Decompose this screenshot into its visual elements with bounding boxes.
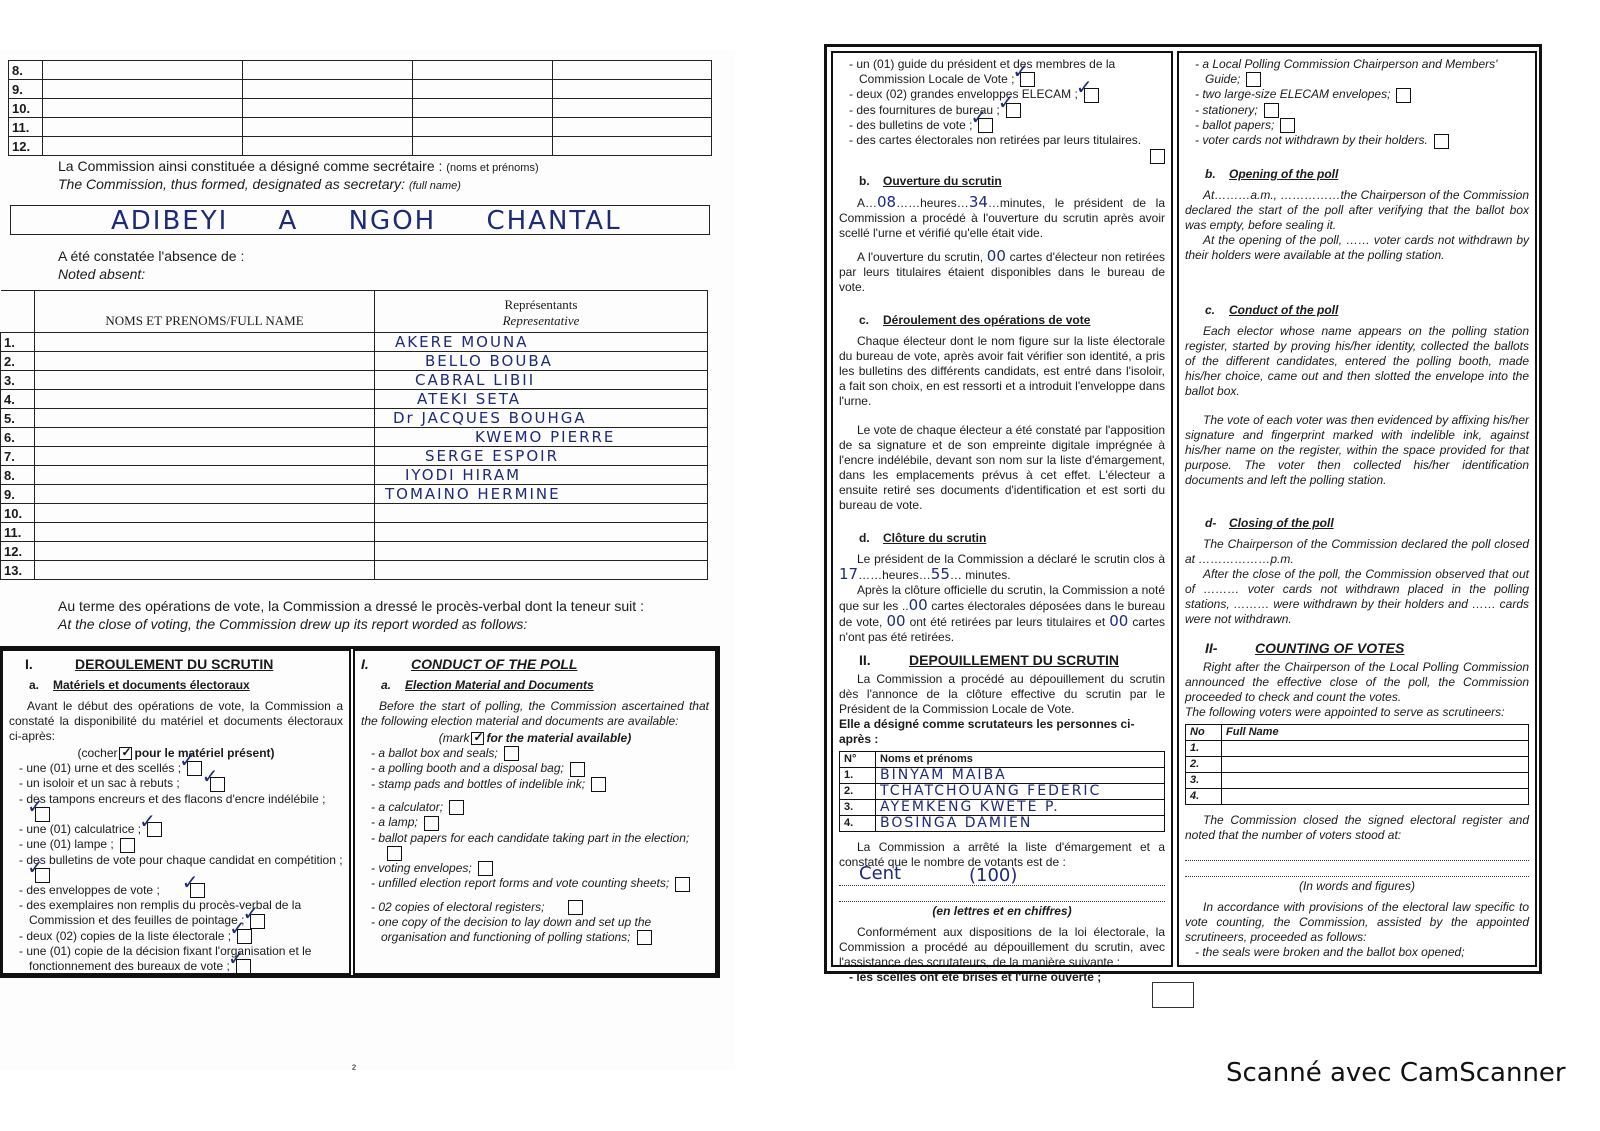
closing-hours-value: 17 [839,564,859,583]
subsection-title: c. Déroulement des opérations de vote [859,312,1091,327]
representative-name: CABRAL LIBII [375,371,708,390]
checkbox[interactable] [1264,103,1279,118]
counting-paragraph-2: The following voters were appointed to serve as scrutineers: [1185,704,1505,719]
closing-paragraph-2: After the close of the poll, the Commission observed that out of ……… voter cards not withdrawn placed in the polling stations, ……… were withdrawn by their holders and …… cards were not withdrawn. [1185,566,1529,626]
row-number: 9. [9,80,43,99]
counting-paragraph: Right after the Chairperson of the Local Polling Commission announced the effective close of the poll, the Commission proceeded to check and count the votes. [1185,659,1529,704]
checklist-item: - ballot papers; [1191,118,1529,133]
checkbox[interactable] [478,861,493,876]
table-row [9,99,712,118]
table-row: 12. [1,542,708,561]
section-title: II- COUNTING OF VOTES [1205,639,1405,656]
checklist-item: - voting envelopes; [367,861,709,876]
checkbox[interactable] [1006,103,1021,118]
scrutineer-name: TCHATCHOUANG FEDERIC [876,783,1165,799]
voters-count-words: Cent [859,862,902,884]
checkbox[interactable] [236,959,251,974]
representative-name: KWEMO PIERRE [375,428,708,447]
conduct-fr-column [3,649,351,975]
conduct-paragraph-1: Each elector whose name appears on the polling station register, started by proving his/her identity, collected the ballots of the different candidates, entered the polling booth, made his/her choice, came out and then slotted the envelope into the ballot box. [1185,323,1529,398]
scrutineer-name: BINYAM MAIBA [876,767,1165,783]
table-row: 4. ATEKI SETA [1,390,708,409]
counting-item: - les scellés ont été brisés et l'urne ouverte ; [849,969,1102,984]
checkbox[interactable] [978,118,993,133]
report-intro-fr: Au terme des opérations de vote, la Commission a dressé le procès-verbal dont la teneur suit : [58,598,644,614]
absent-label-fr: A été constatée l'absence de : [58,248,245,264]
table-row [9,61,712,80]
checklist-item: - a lamp; [367,815,709,830]
checklist-item: - des cartes électorales non retirées par leurs titulaires. [845,133,1165,163]
materials-intro-en: Before the start of polling, the Commission ascertained that the following election material and documents are available: [361,699,709,728]
checkbox[interactable] [1150,149,1165,164]
row-number: 12. [9,137,43,156]
materials-intro-fr: Avant le début des opérations de vote, la Commission a constaté la disponibilité du matériel et documents électoraux ci-après: [9,699,343,743]
opening-paragraph-2: A l'ouverture du scrutin, 00 cartes d'électeur non retirées par leurs titulaires étaient disponibles dans le bureau de vote. [839,246,1165,294]
checkbox[interactable] [568,900,583,915]
checklist-item: - ballot papers for each candidate taking part in the election; [367,831,709,861]
row-number: 11. [9,118,43,137]
right-en-column [1177,51,1537,967]
checklist-item: - unfilled election report forms and vote counting sheets; [367,876,709,891]
table-row: 2. BELLO BOUBA [1,352,708,371]
checklist-item: - stamp pads and bottles of indelible ink; [367,777,709,792]
checkbox[interactable] [147,822,162,837]
scrutineer-name: BOSINGA DAMIEN [876,815,1165,831]
checklist-item: - deux (02) grandes enveloppes ELECAM ;✓ [845,87,1165,102]
table-row [9,137,712,156]
table-header: N° Noms et prénoms [840,751,1165,767]
column-header-representative: Représentants Representative [375,291,708,333]
conduct-section-box [0,646,720,978]
checkbox[interactable] [675,877,690,892]
table-row: 9. TOMAINO HERMINE [1,485,708,504]
voters-note: (en lettres et en chiffres) [932,903,1072,918]
voters-paragraph: La Commission a arrêté la liste d'émargement et a constaté que le nombre de votants est de : [839,839,1165,869]
opening-hours-value: 08 [877,192,897,211]
checkbox[interactable] [637,930,652,945]
checklist-item: - des bulletins de vote ;✓ [845,118,1165,133]
checklist-item: - voter cards not withdrawn by their holders. [1191,133,1529,148]
absent-members-table [0,290,708,580]
table-row: 1. BINYAM MAIBA [840,767,1165,783]
closing-paragraph-2: Après la clôture officielle du scrutin, la Commission a noté que sur les ..00 cartes électorales déposées dans le bureau de vote, 00 ont été retirées par leurs titulaires et 00 cartes n'ont pas été retirées. [839,582,1166,644]
members-table-continued [8,60,712,156]
report-intro-en: At the close of voting, the Commission drew up its report worded as follows: [58,616,528,632]
row-number: 8. [9,61,43,80]
table-row: 1. AKERE MOUNA [1,333,708,352]
checklist-item: - a Local Polling Commission Chairperson and Members' Guide; [1195,57,1498,86]
table-header [1,291,708,333]
checklist-item: - a calculator; [367,800,709,815]
table-row: 2. [1186,756,1529,772]
right-page-box [824,44,1542,984]
checklist-item: - un isoloir et un sac à rebuts ;✓ [15,776,343,791]
checkbox-example-icon [471,732,484,745]
secretary-label-en: The Commission, thus formed, designated as secretary: (full name) [58,176,461,192]
absent-label-en: Noted absent: [58,266,146,282]
checkbox[interactable] [1084,88,1099,103]
page-corner-stamp [1152,982,1194,1008]
opening-paragraph-1: A…08……heures…34…minutes, le président de la Commission a procédé à l'ouverture du scrutin après avoir scellé l'urne et vérifié qu'elle était vide. [839,192,1165,240]
table-row: 8. IYODI HIRAM [1,466,708,485]
checklist-item: - a polling booth and a disposal bag; [367,761,709,776]
checkbox[interactable] [504,746,519,761]
checkbox[interactable] [190,883,205,898]
subsection-title: c. Conduct of the poll [1205,302,1339,317]
checkbox[interactable] [1434,134,1449,149]
section-title-en: I. CONDUCT OF THE POLL [361,656,578,672]
counting-paragraph-2: Elle a désigné comme scrutateurs les personnes ci-après : [839,716,1135,746]
representative-name: SERGE ESPOIR [375,447,708,466]
checkbox[interactable] [210,777,225,792]
table-row: 4. BOSINGA DAMIEN [840,815,1165,831]
checkbox[interactable] [120,838,135,853]
representative-name: ATEKI SETA [375,390,708,409]
scrutineer-name: AYEMKENG KWETE P. [876,799,1165,815]
table-row: 11. [1,523,708,542]
checkbox[interactable] [1396,88,1411,103]
checklist-item: - one copy of the decision to lay down and set up the organisation and functioning of polling stations; [371,914,652,944]
checklist-item: - stationery; [1191,103,1529,118]
checklist-item: - des fournitures de bureau ;✓ [845,103,1165,118]
opening-cards-value: 00 [986,246,1006,265]
right-fr-column [831,51,1173,984]
checklist-item: - des exemplaires non remplis du procès-verbal de la Commission et des feuilles de pointage ;✓ [15,898,343,928]
table-row: 3. AYEMKENG KWETE P. [840,799,1165,815]
checkbox[interactable] [424,816,439,831]
conduct-en-column [353,649,717,975]
voters-count-figures: (100) [969,864,1018,886]
table-row: 3. CABRAL LIBII [1,371,708,390]
checklist-item: - une (01) lampe ; [15,837,343,852]
scrutineers-table [1185,724,1529,805]
closing-minutes-value: 55 [930,564,950,583]
scanner-watermark: Scanné avec CamScanner [1226,1058,1566,1088]
checklist-item: - a ballot box and seals; [367,746,709,761]
checklist-item: - une (01) urne et des scellés ;✓ [15,761,343,776]
table-row: 3. [1186,772,1529,788]
provisions-paragraph: In accordance with provisions of the electoral law specific to vote counting, the Commission, assisted by the appointed scrutineers, proceeded as follows: [1185,899,1529,944]
left-page [0,50,735,1076]
table-row: 5. Dr JACQUES BOUHGA [1,409,708,428]
table-row: 1. [1186,740,1529,756]
subsection-title: b. Opening of the poll [1205,166,1339,181]
row-number: 10. [9,99,43,118]
voters-count-line [839,862,1165,886]
counting-paragraph: La Commission a procédé au dépouillement du scrutin dès l'annonce de la clôture effective du scrutin par le Président de la Commission Locale de Vote. [839,671,1165,716]
checklist-item: - une (01) copie de la décision fixant l'organisation et le fonctionnement des bureaux de vote ;✓ [15,944,343,974]
opening-minutes-value: 34 [968,192,988,211]
section-title: II. DEPOUILLEMENT DU SCRUTIN [859,651,1119,668]
secretary-name-field [10,205,710,235]
checkbox[interactable] [237,929,252,944]
column-header-full-name: NOMS ET PRENOMS/FULL NAME [35,291,375,333]
representative-name: Dr JACQUES BOUHGA [375,409,708,428]
checkbox[interactable] [35,807,50,822]
voters-paragraph: The Commission closed the signed electoral register and noted that the number of voters stood at: [1185,812,1529,842]
checkbox[interactable] [35,868,50,883]
closing-paragraph-1: The Chairperson of the Commission declared the poll closed at ………………p.m. [1185,536,1529,566]
checkbox[interactable] [449,800,464,815]
subsection-title: d- Closing of the poll [1205,515,1334,530]
checklist-item: - 02 copies of electoral registers; [367,900,709,915]
closing-paragraph-1: Le président de la Commission a déclaré le scrutin clos à 17……heures…55… minutes. [839,551,1165,583]
conduct-paragraph-2: Le vote de chaque électeur a été constaté par l'apposition de sa signature et de son empreinte digitale imprégnée à l'encre indélébile, devant son nom sur la liste d'émargement, dans les emplacements prévus à cet effet. L'électeur a ensuite retiré ses documents d'identification et est sorti du bureau de vote. [839,422,1165,512]
provisions-paragraph: Conformément aux dispositions de la loi électorale, la Commission a procédé au dépouillement du scrutin, avec l'assistance des scrutateurs, de la manière suivante : [839,924,1165,969]
instruction-en: (mark ✓ for the material available) [361,731,709,746]
checklist-item: - des tampons encreurs et des flacons d'encre indélébile ;✓ [15,792,343,822]
checkbox-example-icon [119,747,132,760]
table-row: 7. SERGE ESPOIR [1,447,708,466]
table-row [9,118,712,137]
secretary-name: ADIBEYI A NGOH CHANTAL [111,206,622,236]
counting-item: - the seals were broken and the ballot box opened; [1195,944,1465,959]
instruction-fr: (cocher ✓ pour le matériel présent) [9,746,343,761]
checkbox[interactable] [187,761,202,776]
table-row: 10. [1,504,708,523]
page-mark: ² [352,1062,356,1076]
checkbox[interactable] [1020,72,1035,87]
conduct-paragraph-2: The vote of each voter was then evidenced by affixing his/her signature and fingerprint marked with indelible ink, against his/her name on the register, within the space provided for that purpose. The voter then collected his/her identification documents and left the polling station. [1185,412,1529,487]
conduct-paragraph-1: Chaque électeur dont le nom figure sur la liste électorale du bureau de vote, après avoir fait vérifier son identité, a pris les bulletins des différents candidats, est entré dans l'isoloir, a fait son choix, en est ressorti et a introduit l'enveloppe dans l'urne. [839,333,1165,408]
table-row: 4. [1186,788,1529,804]
checkbox[interactable] [591,777,606,792]
representative-name: TOMAINO HERMINE [375,485,708,504]
checklist-item: - two large-size ELECAM envelopes; [1191,87,1529,102]
checklist-item: - un (01) guide du président et des membres de la Commission Locale de Vote ;✓ [845,57,1165,87]
checkbox[interactable] [250,914,265,929]
checkbox[interactable] [1280,118,1295,133]
checkbox[interactable] [1246,72,1261,87]
representative-name: AKERE MOUNA [375,333,708,352]
checkbox[interactable] [570,762,585,777]
checklist-item: - des bulletins de vote pour chaque candidat en compétition ;✓ [15,853,343,883]
table-row: 13. [1,561,708,580]
table-row [9,80,712,99]
secretary-label-fr: La Commission ainsi constituée a désigné comme secrétaire : (noms et prénoms) [58,158,539,174]
scrutineers-table [839,751,1165,832]
table-row: 2. TCHATCHOUANG FEDERIC [840,783,1165,799]
subsection-title-en: a. Election Material and Documents [381,678,594,692]
opening-paragraph-1: At………a.m., ……………the Chairperson of the Commission declared the start of the poll after verifying that the ballot box was empty, before sealing it. [1185,187,1529,232]
voters-note: (In words and figures) [1298,878,1416,893]
representative-name: BELLO BOUBA [375,352,708,371]
table-row: 6. KWEMO PIERRE [1,428,708,447]
subsection-title: b. Ouverture du scrutin [859,173,1002,188]
checklist-item: - une (01) calculatrice ;✓ [15,822,343,837]
section-title-fr: I. DEROULEMENT DU SCRUTIN [25,656,274,672]
representative-name: IYODI HIRAM [375,466,708,485]
checklist-item: - des enveloppes de vote ;✓ [15,883,343,898]
subsection-title-fr: a. Matériels et documents électoraux [29,678,250,692]
subsection-title: d. Clôture du scrutin [859,530,987,545]
checklist-item: - deux (02) copies de la liste électorale ;✓ [15,929,343,944]
checkbox[interactable] [387,846,402,861]
opening-paragraph-2: At the opening of the poll, …… voter cards not withdrawn by their holders were available at the polling station. [1185,232,1529,262]
table-header: No Full Name [1186,724,1529,740]
